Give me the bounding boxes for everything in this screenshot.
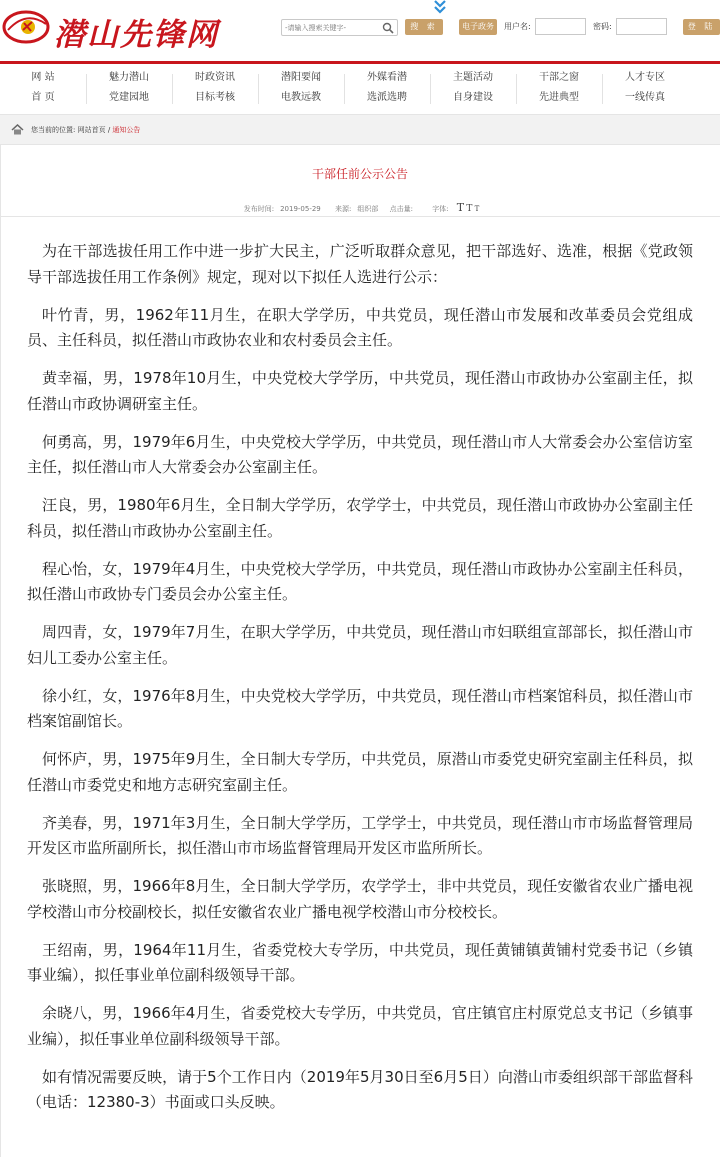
paragraph-candidate: 周四青，女，1979年7月生，在职大学学历，中共党员，现任潜山市妇联组宣部部长，拟任潜山市妇儿工委办公室主任。 <box>27 623 693 667</box>
nav-item-charm[interactable]: 魅力潜山 <box>109 72 149 83</box>
party-emblem-icon <box>2 6 52 48</box>
nav-item-talent[interactable]: 人才专区 <box>625 72 665 83</box>
password-field[interactable] <box>616 18 667 35</box>
paragraph-candidate: 何怀庐，男，1975年9月生，全日制大专学历，中共党员，原潜山市委党史研究室副主任科员，拟任潜山市委党史和地方志研究室副主任。 <box>27 750 693 794</box>
source-value: 组织部 <box>357 205 379 213</box>
font-label: 字体: <box>432 205 449 213</box>
paragraph-candidate: 叶竹青，男，1962年11月生，在职大学学历，中共党员，现任潜山市发展和改革委员会党组成员、主任科员，拟任潜山市政协农业和农村委员会主任。 <box>27 305 693 349</box>
password-label: 密码: <box>593 22 612 31</box>
article-title: 干部任前公示公告 <box>311 167 408 181</box>
nav-column <box>258 64 344 114</box>
breadcrumb-separator: / <box>105 126 113 134</box>
nav-column <box>602 64 688 114</box>
nav-column <box>516 64 602 114</box>
nav-column <box>172 64 258 114</box>
nav-column <box>86 64 172 114</box>
nav-column <box>344 64 430 114</box>
paragraph-candidate: 徐小红，女，1976年8月生，中央党校大学学历，中共党员，现任潜山市档案馆科员，拟任潜山市档案馆副馆长。 <box>27 686 693 730</box>
article-body <box>27 239 693 1128</box>
font-size-large-button[interactable]: T <box>456 201 465 214</box>
paragraph-intro: 为在干部选拔任用工作中进一步扩大民主，广泛听取群众意见，把干部选好、选准，根据《党政领导干部选拔任用工作条例》规定，现对以下拟任人选进行公示： <box>27 242 693 286</box>
breadcrumb-current: 通知公告 <box>112 126 141 134</box>
nav-item-education[interactable]: 电教远教 <box>281 92 321 103</box>
publish-label: 发布时间: <box>243 205 275 213</box>
nav-item-models[interactable]: 先进典型 <box>539 92 579 103</box>
paragraph-closing: 如有情况需要反映，请于5个工作日内（2019年5月30日至6月5日）向潜山市委组织部干部监督科（电话：12380-3）书面或口头反映。 <box>27 1067 693 1111</box>
article-meta <box>0 201 720 214</box>
site-header <box>0 0 720 60</box>
nav-column <box>430 64 516 114</box>
search-icon[interactable] <box>382 22 394 34</box>
paragraph-candidate: 余晓八，男，1966年4月生，省委党校大专学历，中共党员，官庄镇官庄村原党总支书记（乡镇事业编），拟任事业单位副科级领导干部。 <box>27 1004 693 1048</box>
nav-item-selection[interactable]: 选派选聘 <box>367 92 407 103</box>
breadcrumb-home-link[interactable]: 网站首页 <box>77 126 106 134</box>
paragraph-candidate: 黄幸福，男，1978年10月生，中央党校大学学历，中共党员，现任潜山市政协办公室副主任，拟任潜山市政协调研室主任。 <box>27 369 693 413</box>
nav-item-activities[interactable]: 主题活动 <box>453 72 493 83</box>
nav-item-cadres[interactable]: 干部之窗 <box>539 72 579 83</box>
search-button[interactable]: 搜 索 <box>405 19 443 35</box>
login-button[interactable]: 登 陆 <box>683 19 720 35</box>
paragraph-candidate: 何勇高，男，1979年6月生，中央党校大学学历，中共党员，现任潜山市人大常委会办公室信访室主任，拟任潜山市人大常委会办公室副主任。 <box>27 432 693 476</box>
breadcrumb-text <box>31 125 140 135</box>
double-chevron-down-icon[interactable] <box>433 0 447 14</box>
nav-item-media[interactable]: 外媒看潜 <box>367 72 407 83</box>
nav-item-frontline[interactable]: 一线传真 <box>625 92 665 103</box>
egov-button[interactable]: 电子政务 <box>459 19 497 35</box>
font-size-medium-button[interactable]: T <box>466 204 473 214</box>
paragraph-candidate: 王绍南，男，1964年11月生，省委党校大专学历，中共党员，现任黄铺镇黄铺村党委书记（乡镇事业编），拟任事业单位副科级领导干部。 <box>27 940 693 984</box>
main-nav <box>0 64 720 114</box>
nav-item-headlines[interactable]: 潜阳要闻 <box>281 72 321 83</box>
paragraph-candidate: 汪良，男，1980年6月生，全日制大学学历，农学学士，中共党员，现任潜山市政协办公室副主任科员，拟任潜山市政协办公室副主任。 <box>27 496 693 540</box>
search-box <box>281 19 398 36</box>
username-field[interactable] <box>535 18 586 35</box>
site-logo[interactable] <box>2 6 219 53</box>
search-input[interactable] <box>285 21 381 35</box>
username-label: 用户名: <box>504 22 531 31</box>
logo-text: 潜山先锋网 <box>54 17 219 53</box>
home-icon <box>11 124 24 135</box>
breadcrumb <box>0 115 720 145</box>
paragraph-candidate: 齐美春，男，1971年3月生，全日制大学学历，工学学士，中共党员，现任潜山市市场监督管理局开发区市监所副所长，拟任潜山市市场监督管理局开发区市监所所长。 <box>27 813 693 857</box>
font-size-switcher <box>456 201 480 214</box>
nav-item-targets[interactable]: 目标考核 <box>195 92 235 103</box>
nav-item-party[interactable]: 党建园地 <box>109 92 149 103</box>
hits-label: 点击量: <box>389 205 413 213</box>
breadcrumb-prefix: 您当前的位置: <box>31 126 76 134</box>
meta-divider <box>0 216 720 217</box>
nav-item-self-building[interactable]: 自身建设 <box>453 92 493 103</box>
paragraph-candidate: 程心怡，女，1979年4月生，中央党校大学学历，中共党员，现任潜山市政协办公室副主任科员，拟任潜山市政协专门委员会办公室主任。 <box>27 559 693 603</box>
nav-column <box>0 64 86 114</box>
source-label: 来源: <box>335 205 352 213</box>
publish-date: 2019-05-29 <box>280 205 321 213</box>
nav-item-home[interactable]: 首 页 <box>31 92 55 103</box>
font-size-small-button[interactable]: T <box>474 205 480 213</box>
paragraph-candidate: 张晓照，男，1966年8月生，全日制大学学历，农学学士，非中共党员，现任安徽省农业广播电视学校潜山市分校副校长，拟任安徽省农业广播电视学校潜山市分校校长。 <box>27 877 693 921</box>
nav-item-site[interactable]: 网 站 <box>31 72 55 83</box>
content-left-border <box>0 145 1 1157</box>
nav-item-news[interactable]: 时政资讯 <box>195 72 235 83</box>
